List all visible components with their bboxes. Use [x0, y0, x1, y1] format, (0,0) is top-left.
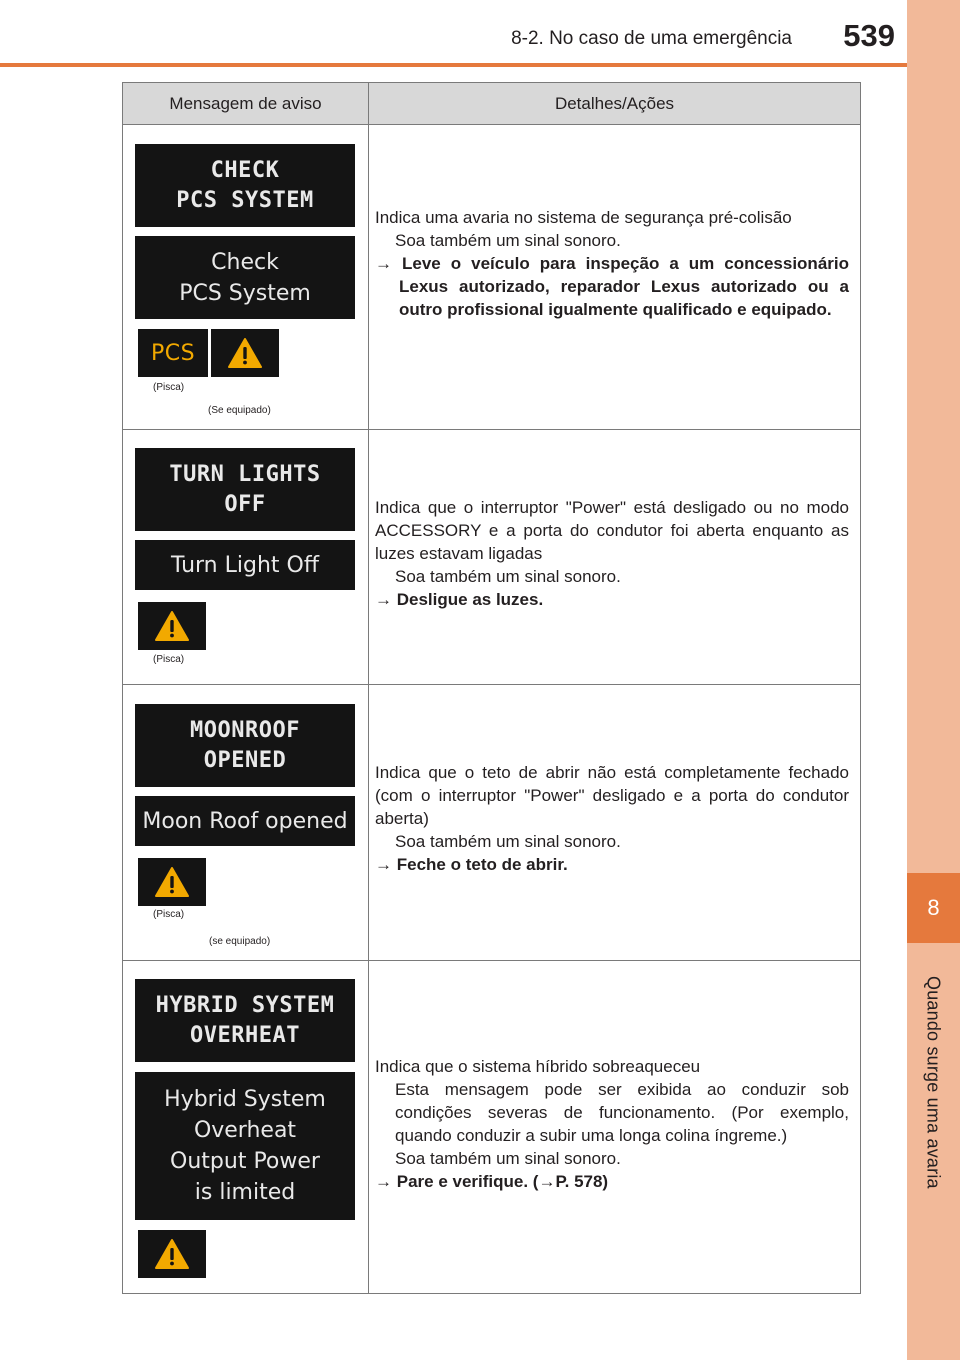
arrow-glyph: →	[375, 590, 392, 609]
row-details	[375, 1055, 849, 1193]
section-title: 8-2. No caso de uma emergência	[511, 28, 792, 49]
column-header-message: Mensagem de aviso	[169, 93, 322, 113]
detail-description: Indica que o interruptor "Power" está desligado ou no modo ACCESSORY e a porta do condutor foi aberta enquanto as luzes estavam ligadas	[375, 498, 849, 563]
flash-caption: (Pisca)	[153, 909, 185, 920]
chapter-title-tab	[908, 962, 958, 1202]
row-divider	[123, 684, 860, 685]
action-text: Leve o veículo para inspeção a um concessionário Lexus autorizado, reparador Lexus autorizado ou a outro profissional igualmente qualificado e equipado.	[399, 254, 849, 319]
detail-action	[375, 853, 849, 876]
arrow-glyph: →	[375, 254, 392, 273]
chapter-title: Quando surge uma avaria	[923, 975, 944, 1189]
arrow-glyph: →	[375, 1172, 392, 1191]
detail-description: Indica uma avaria no sistema de segurança pré-colisão	[375, 208, 792, 227]
detail-sound-note: Soa também um sinal sonoro.	[395, 231, 621, 250]
pcs-indicator-text: PCS	[150, 340, 196, 366]
display-panel-mixed: Hybrid System Overheat Output Power is limited	[135, 1072, 355, 1220]
warning-triangle-icon	[211, 329, 279, 377]
detail-sound-note: Soa também um sinal sonoro.	[395, 1149, 621, 1168]
detail-description: Indica que o sistema híbrido sobreaqueceu	[375, 1057, 701, 1076]
pcs-indicator	[138, 329, 208, 377]
header-rule	[0, 63, 907, 67]
arrow-glyph: →	[375, 855, 392, 874]
detail-action	[375, 1170, 849, 1193]
action-text: Desligue as luzes.	[396, 590, 544, 609]
row-details	[375, 761, 849, 876]
detail-condition-note: Esta mensagem pode ser exibida ao conduzir sob condições severas de funcionamento. (Por exemplo, quando conduzir a subir uma longa colina íngreme.)	[395, 1080, 849, 1145]
warning-triangle-icon	[138, 602, 206, 650]
action-text: Feche o teto de abrir.	[396, 855, 568, 874]
row-divider	[123, 429, 860, 430]
reference-arrow-glyph: →	[538, 1172, 556, 1191]
chapter-number-tab: 8	[907, 873, 960, 943]
page-number: 539	[843, 18, 895, 53]
column-header-details: Detalhes/Ações	[554, 93, 675, 113]
action-text: Pare e verifique. (	[396, 1172, 539, 1191]
warning-triangle-icon	[138, 858, 206, 906]
display-panel-caps: MOONROOF OPENED	[135, 704, 355, 787]
warning-triangle-icon	[138, 1230, 206, 1278]
row-details	[375, 496, 849, 611]
display-panel-caps: CHECK PCS SYSTEM	[135, 144, 355, 227]
flash-caption: (Pisca)	[153, 654, 185, 665]
detail-action	[375, 588, 849, 611]
detail-action	[375, 252, 849, 321]
row-details	[375, 206, 849, 321]
display-panel-caps: HYBRID SYSTEM OVERHEAT	[135, 979, 355, 1062]
display-panel-mixed: Moon Roof opened	[135, 796, 355, 846]
detail-sound-note: Soa também um sinal sonoro.	[395, 832, 621, 851]
equipped-note: (se equipado)	[209, 936, 271, 947]
display-panel-mixed: Turn Light Off	[135, 540, 355, 590]
page-reference-link[interactable]: P. 578)	[555, 1172, 609, 1191]
display-panel-mixed: Check PCS System	[135, 236, 355, 319]
equipped-note: (Se equipado)	[208, 405, 271, 416]
flash-caption: (Pisca)	[153, 382, 185, 393]
column-divider	[368, 83, 369, 1293]
detail-sound-note: Soa também um sinal sonoro.	[395, 567, 621, 586]
detail-description: Indica que o teto de abrir não está completamente fechado (com o interruptor "Power" desligado e a porta do condutor aberta)	[375, 763, 849, 828]
table-header	[123, 83, 860, 125]
display-panel-caps: TURN LIGHTS OFF	[135, 448, 355, 531]
row-divider	[123, 960, 860, 961]
